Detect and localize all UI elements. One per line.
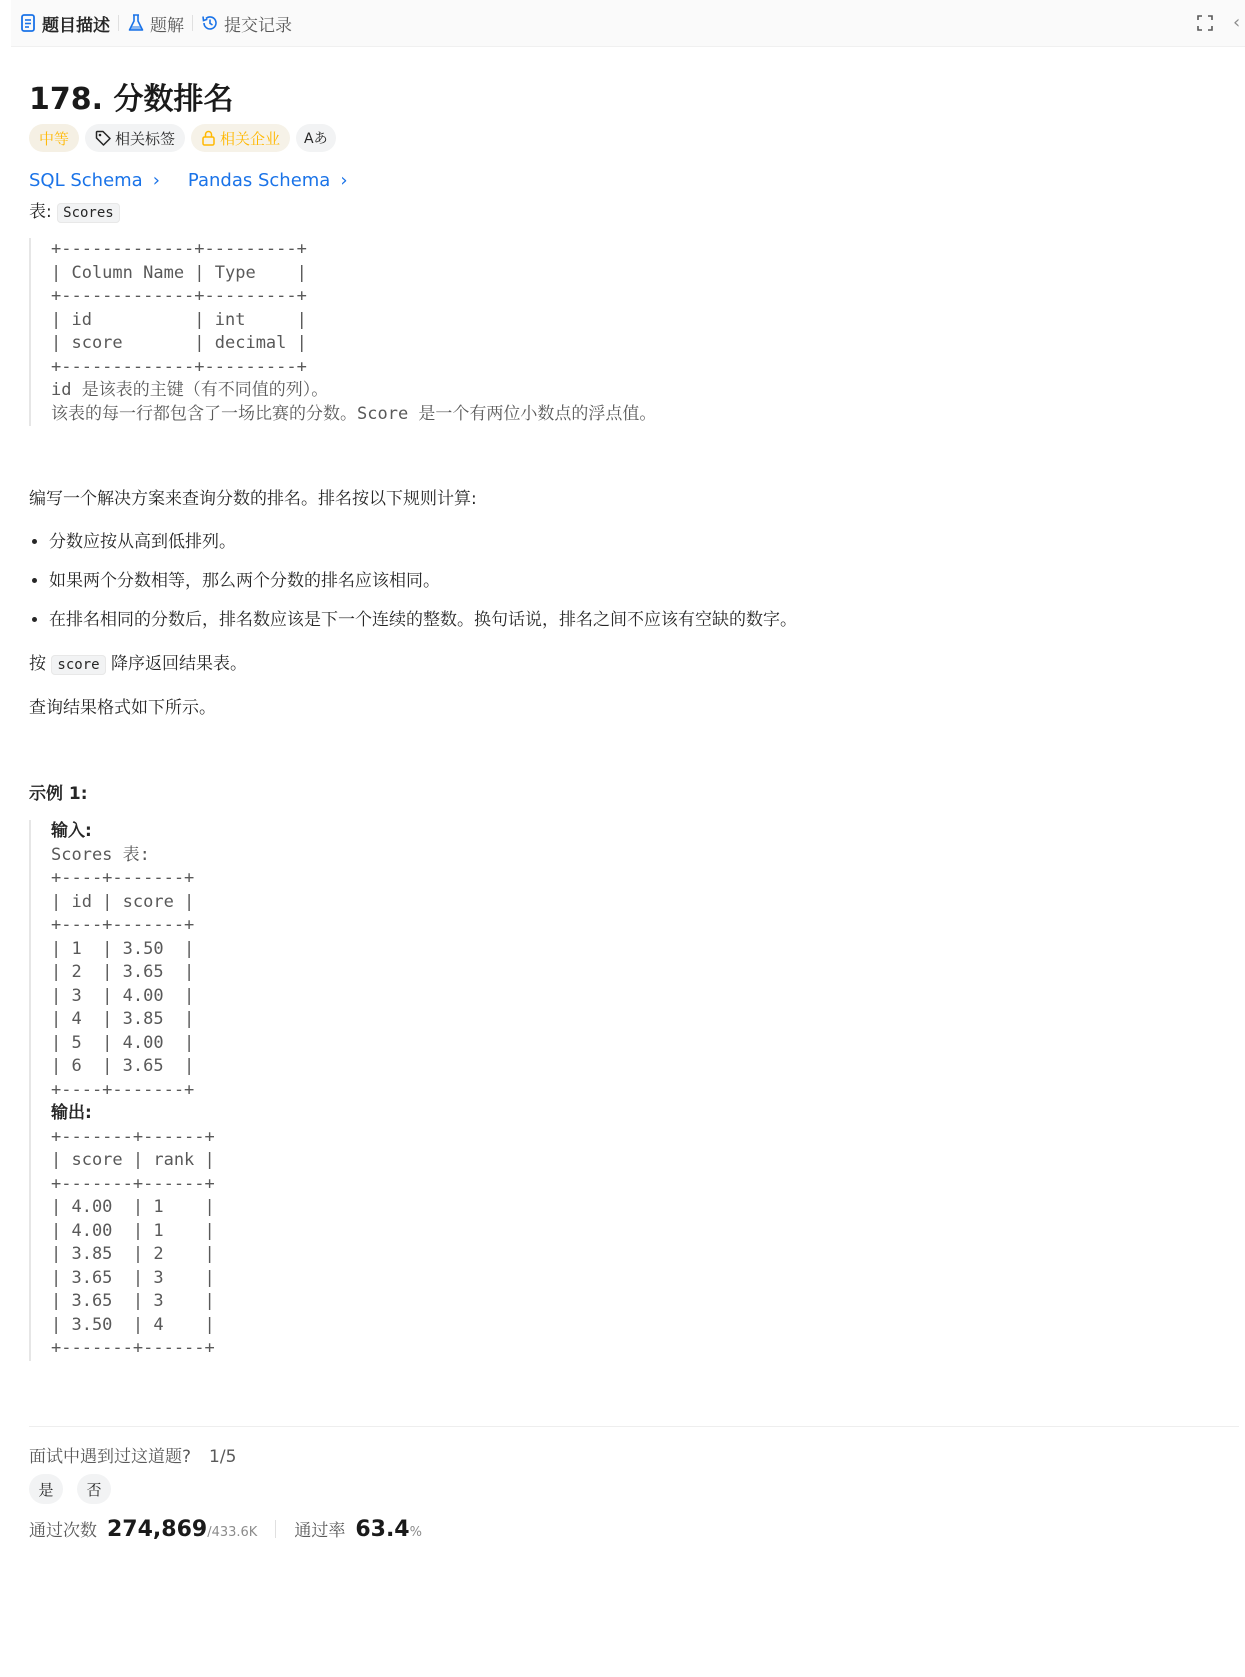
example-line: | 6 | 3.65 | xyxy=(51,1056,195,1076)
table-label xyxy=(29,197,120,222)
tab-solutions[interactable] xyxy=(119,0,192,46)
example-block xyxy=(29,820,215,1361)
example-line: | 4 | 3.85 | xyxy=(51,1009,195,1029)
example-line: Scores 表: xyxy=(51,844,150,865)
stats-divider xyxy=(275,1520,276,1538)
lock-icon xyxy=(201,130,216,146)
document-icon xyxy=(19,14,37,32)
example-title: 示例 1: xyxy=(29,784,88,804)
format-note: 查询结果格式如下所示。 xyxy=(29,698,216,718)
schema-block xyxy=(29,238,656,426)
translate-button[interactable] xyxy=(296,124,336,152)
tab-submissions[interactable] xyxy=(193,0,300,46)
schema-line: | Column Name | Type | xyxy=(51,262,307,283)
output-label: 输出: xyxy=(51,1103,92,1123)
schema-line: +-------------+---------+ xyxy=(51,286,307,306)
schema-line: +-------------+---------+ xyxy=(51,356,307,377)
example-line: | 3.65 | 3 | xyxy=(51,1291,215,1311)
list-item: • 在排名相同的分数后，排名数应该是下一个连续的整数。换句话说，排名之间不应该有空缺的数字。 xyxy=(49,607,797,646)
problem-description: 编写一个解决方案来查询分数的排名。排名按以下规则计算: xyxy=(29,489,477,509)
list-item: • 如果两个分数相等，那么两个分数的排名应该相同。 xyxy=(49,568,797,607)
example-line: | 5 | 4.00 | xyxy=(51,1032,195,1053)
accepted-count: 274,869 xyxy=(107,1517,208,1542)
related-companies-button[interactable] xyxy=(191,124,290,152)
example-line: | 2 | 3.65 | xyxy=(51,962,195,982)
interview-count: 1/5 xyxy=(209,1447,237,1467)
difficulty-label: 中等 xyxy=(39,129,70,148)
page-title: 178. 分数排名 xyxy=(29,82,234,117)
example-line: | 3.85 | 2 | xyxy=(51,1244,215,1264)
example-line: +-------+------+ xyxy=(51,1126,215,1147)
example-line: | 1 | 3.50 | xyxy=(51,938,195,959)
tab-description[interactable] xyxy=(11,0,118,46)
tab-bar xyxy=(11,0,1245,47)
related-tags-button[interactable] xyxy=(85,124,185,152)
submission-count: /433.6K xyxy=(207,1525,258,1540)
acceptance-rate-unit: % xyxy=(409,1525,422,1540)
example-line: | id | score | xyxy=(51,891,195,912)
pandas-schema-label: Pandas Schema xyxy=(187,170,331,191)
example-line: | 4.00 | 1 | xyxy=(51,1197,215,1217)
example-line: +-------+------+ xyxy=(51,1338,215,1358)
schema-line: | id | int | xyxy=(51,309,307,330)
example-line: +----+-------+ xyxy=(51,868,195,888)
rules-list xyxy=(29,529,797,646)
schema-links xyxy=(29,170,348,191)
order-suffix: 降序返回结果表。 xyxy=(105,654,247,674)
stats-row xyxy=(29,1516,422,1542)
sql-schema-label: SQL Schema xyxy=(29,170,143,191)
order-instruction xyxy=(29,649,247,674)
score-code: score xyxy=(51,655,105,675)
pandas-schema-link[interactable] xyxy=(188,170,348,191)
example-line: | 3.65 | 3 | xyxy=(51,1267,215,1288)
section-divider xyxy=(29,1426,1239,1427)
table-prefix: 表: xyxy=(29,202,58,222)
acceptance-rate-value: 63.4 xyxy=(355,1517,410,1542)
schema-note: 该表的每一行都包含了一场比赛的分数。Score 是一个有两位小数点的浮点值。 xyxy=(51,403,657,424)
difficulty-badge[interactable] xyxy=(29,124,79,152)
example-line: +----+-------+ xyxy=(51,1079,195,1100)
chevron-right-icon: › xyxy=(152,170,160,191)
order-prefix: 按 xyxy=(29,654,52,674)
example-line: | score | rank | xyxy=(51,1150,215,1170)
tab-description-label: 题目描述 xyxy=(42,15,110,36)
example-line: | 4.00 | 1 | xyxy=(51,1220,215,1241)
yes-button[interactable]: 是 xyxy=(29,1474,63,1504)
interview-answer-buttons xyxy=(29,1474,111,1504)
sql-schema-link[interactable] xyxy=(29,170,160,191)
history-icon xyxy=(201,14,219,32)
schema-line: | score | decimal | xyxy=(51,333,307,353)
example-line: | 3.50 | 4 | xyxy=(51,1314,215,1335)
example-line: +-------+------+ xyxy=(51,1173,215,1194)
chevron-right-icon: › xyxy=(340,170,348,191)
acceptance-rate-label: 通过率 xyxy=(294,1521,346,1541)
interview-question: 面试中遇到过这道题? xyxy=(29,1447,192,1467)
tab-solutions-label: 题解 xyxy=(150,15,184,36)
problem-panel xyxy=(11,0,1245,1677)
no-button[interactable]: 否 xyxy=(77,1474,111,1504)
tag-row xyxy=(29,124,336,152)
related-companies-label: 相关企业 xyxy=(220,129,281,148)
example-line: +----+-------+ xyxy=(51,915,195,935)
schema-note: id 是该表的主键（有不同值的列）。 xyxy=(51,380,329,400)
table-name-code: Scores xyxy=(57,203,120,223)
tag-icon xyxy=(95,130,111,146)
input-label: 输入: xyxy=(51,821,92,841)
fullscreen-icon[interactable] xyxy=(1195,13,1215,33)
interview-prompt xyxy=(29,1442,236,1467)
related-tags-label: 相关标签 xyxy=(115,129,176,148)
accepted-label: 通过次数 xyxy=(29,1521,97,1541)
list-item: • 分数应按从高到低排列。 xyxy=(49,529,797,568)
tab-submissions-label: 提交记录 xyxy=(224,15,292,36)
flask-icon xyxy=(127,14,145,32)
schema-line: +-------------+---------+ xyxy=(51,239,307,259)
chevron-left-icon[interactable]: ‹ xyxy=(1233,13,1241,33)
translate-icon: Aあ xyxy=(304,131,328,147)
example-line: | 3 | 4.00 | xyxy=(51,985,195,1006)
